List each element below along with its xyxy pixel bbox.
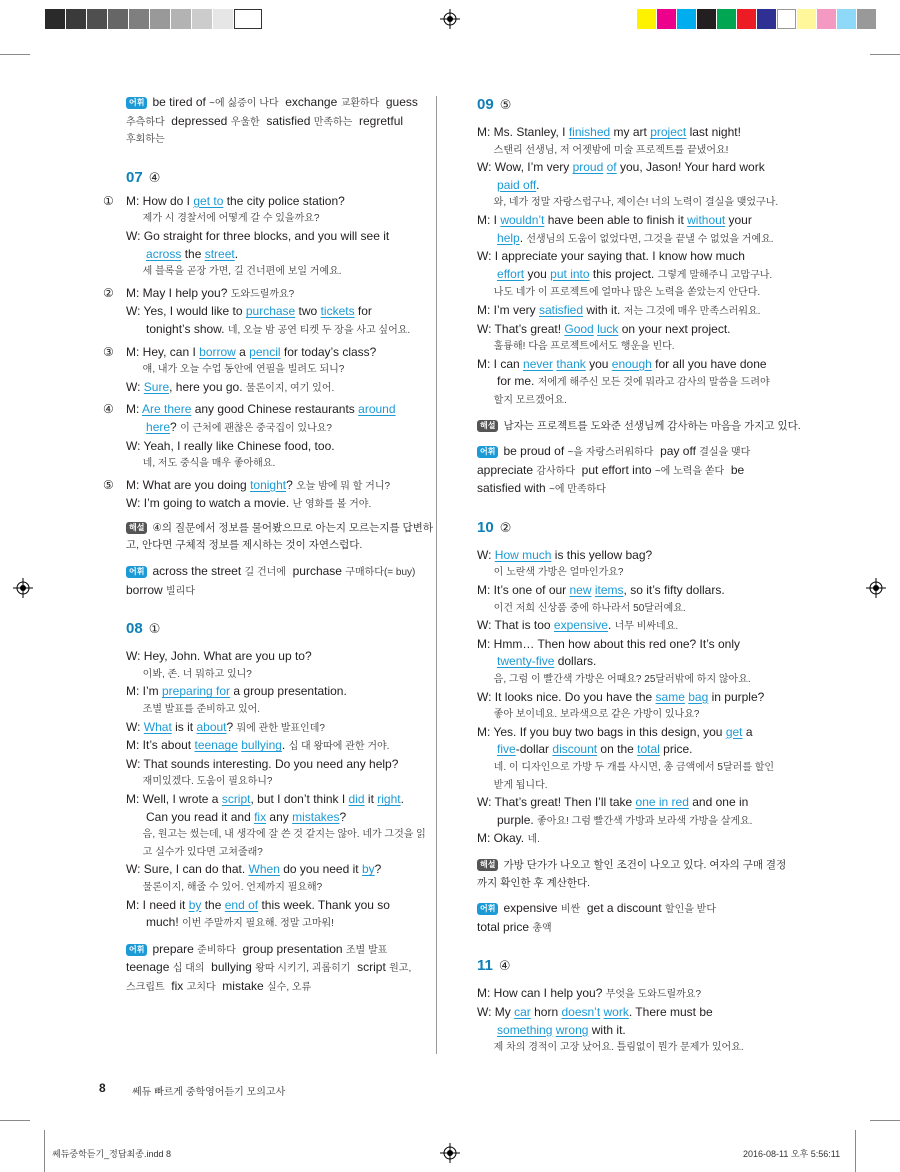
translation: 제가 시 경찰서에 어떻게 갈 수 있을까요? — [126, 213, 320, 225]
swatch — [129, 9, 149, 29]
dialogue-line: M: Ms. Stanley, I finished my art project last night! — [477, 125, 741, 139]
dialogue-line: W: That’s great! Good luck on your next project. — [477, 321, 731, 336]
dialogue-line: M: I’m very satisfied with it. 저는 그것에 매우 만족스러워요. — [477, 302, 761, 317]
dialogue-line: M: I can never thank you enough for all you have done — [477, 356, 767, 371]
translation: 나도 네가 이 프로젝트에 얼마나 많은 노력을 쏟았는지 안단다. — [477, 287, 761, 299]
page-number: 8 — [99, 1081, 106, 1095]
dialogue-line: W: Go straight for three blocks, and you will see it — [126, 228, 390, 243]
dialogue-line: ③ M: Hey, can I borrow a pencil for today’s class? — [103, 344, 377, 359]
vocab-note: borrow 빌리다 — [126, 582, 195, 597]
swatch — [171, 9, 191, 29]
crop-mark — [855, 1130, 856, 1172]
question-08: 08 ① — [126, 620, 161, 638]
print-date: 2016-08-11 오후 5:56:11 — [743, 1149, 841, 1159]
translation: 조별 발표를 준비하고 있어. — [126, 704, 261, 716]
vocab-note: 어휘 be proud of ~을 자랑스러워하다 pay off 결실을 맺다 — [477, 443, 777, 462]
swatch — [697, 9, 716, 29]
dialogue-line: M: Well, I wrote a script, but I don’t think I did it right. — [126, 792, 404, 806]
dialogue-line: M: Yes. If you buy two bags in this design, you get a — [477, 724, 753, 739]
swatch — [857, 9, 876, 29]
dialogue-line: M: Hmm… Then how about this red one? It’s only — [477, 636, 741, 651]
translation: 음, 그럼 이 빨간색 가방은 어때요? 25달러밖에 하지 않아요. — [477, 674, 751, 686]
swatch — [45, 9, 65, 29]
dialogue-line: M: I wouldn’t have been able to finish it without your — [477, 212, 752, 227]
registration-mark-icon — [13, 578, 33, 598]
swatch — [87, 9, 107, 29]
dialogue-line: help. 선생님의 도움이 없었다면, 그것을 끝낼 수 없었을 거예요. — [497, 230, 774, 245]
vocab-note: 스크립트 fix 고치다 mistake 실수, 오류 — [126, 978, 312, 993]
dialogue-line: W: What is it about? 뭐에 관한 발표인데? — [126, 719, 325, 734]
dialogue-line: ④ M: Are there any good Chinese restaurants around — [103, 402, 396, 417]
dialogue-line: W: Hey, John. What are you up to? — [126, 649, 312, 664]
dialogue-line: Can you read it and fix any mistakes? — [126, 809, 347, 824]
swatch — [717, 9, 736, 29]
explanation: 해설 ④의 질문에서 정보를 물어봤으므로 아는지 모르는지를 답변하 — [126, 520, 426, 538]
swatch — [234, 9, 262, 29]
dialogue-line: purple. 좋아요! 그럼 빨간색 가방과 보라색 가방을 살게요. — [477, 812, 753, 827]
crop-mark — [0, 54, 30, 55]
dialogue-line: five-dollar discount on the total price. — [497, 742, 693, 757]
question-11: 11 ④ — [477, 957, 511, 975]
dialogue-line: W: Sure, I can do that. When do you need it by? — [126, 862, 382, 877]
vocab-note: 어휘 expensive 비싼 get a discount 할인을 받다 — [477, 900, 777, 919]
dialogue-line: paid off. — [497, 177, 540, 192]
dialogue-line: W: That is too expensive. 너무 비싸네요. — [477, 618, 679, 633]
dialogue-line: tonight’s show. 네, 오늘 밤 공연 티켓 두 장을 사고 싶어요. — [126, 321, 411, 336]
vocab-note: 후회하는 — [126, 134, 165, 146]
vocab-note: 어휘 be tired of ~에 싫증이 나다 exchange 교환하다 guess — [126, 94, 426, 113]
swatch — [797, 9, 816, 29]
swatch — [757, 9, 776, 29]
translation: 재미있겠다. 도움이 필요하니? — [126, 776, 273, 788]
vocab-note: 어휘 across the street 길 건너에 purchase 구매하다(= buy) — [126, 563, 426, 582]
dialogue-line: ① M: How do I get to the city police station? — [103, 193, 345, 208]
dialogue-line: here? 이 근처에 괜찮은 중국집이 있나요? — [146, 419, 332, 434]
swatch — [637, 9, 656, 29]
vocab-note: 어휘 prepare 준비하다 group presentation 조별 발표 — [126, 941, 426, 960]
crop-mark — [870, 1120, 900, 1121]
crop-mark — [0, 1120, 30, 1121]
crop-mark — [870, 54, 900, 55]
vocab-note: appreciate 감사하다 put effort into ~에 노력을 쏟다 be — [477, 462, 745, 477]
dialogue-line: W: Yes, I would like to purchase two tickets for — [126, 304, 372, 319]
translation: 세 블록을 곧장 가면, 길 건너편에 보일 거예요. — [126, 266, 342, 278]
translation: 이 노란색 가방은 얼마인가요? — [477, 567, 624, 579]
dialogue-line: for me. 저에게 해주신 모든 것에 뭐라고 감사의 말씀을 드려야 — [477, 374, 770, 389]
dialogue-line: W: Sure, here you go. 물론이지, 여기 있어. — [126, 379, 335, 394]
translation: 이건 저희 신상품 중에 하나라서 50달러예요. — [477, 602, 686, 614]
translation: 할지 모르겠어요. — [477, 394, 567, 406]
dialogue-line: M: I need it by the end of this week. Thank you so — [126, 897, 390, 912]
swatch — [66, 9, 86, 29]
left-column — [103, 94, 433, 997]
registration-mark-icon — [440, 9, 460, 29]
vocab-note: teenage 십 대의 bullying 왕따 시키기, 괴롭히기 script 원고, — [126, 960, 412, 975]
vocab-note: total price 총액 — [477, 919, 552, 934]
translation: 좋아 보이네요. 보라색으로 같은 가방이 있나요? — [477, 709, 700, 721]
translation: 제 차의 경적이 고장 났어요. 틀림없이 뭔가 문제가 있어요. — [477, 1042, 744, 1054]
file-name: 쎄듀중학듣기_정답최종.indd 8 — [52, 1149, 171, 1159]
swatch — [737, 9, 756, 29]
vocab-note: 추측하다 depressed 우울한 satisfied 만족하는 regretful — [126, 113, 404, 128]
book-title: 쎄듀 빠르게 중학영어듣기 모의고사 — [132, 1087, 286, 1098]
translation: 스탠리 선생님, 저 어젯밤에 미술 프로젝트를 끝냈어요! — [477, 144, 729, 156]
explanation: 고, 안다면 구체적 정보를 제시하는 것이 자연스럽다. — [126, 539, 363, 552]
vocab-label: 어휘 — [126, 97, 147, 109]
swatch — [657, 9, 676, 29]
dialogue-line: W: It looks nice. Do you have the same bag in purple? — [477, 689, 765, 704]
dialogue-line: W: Wow, I’m very proud of you, Jason! Your hard work — [477, 160, 765, 175]
swatch — [677, 9, 696, 29]
translation: 물론이지, 해줄 수 있어. 언제까지 필요해? — [126, 881, 323, 893]
question-10: 10 ② — [477, 518, 512, 536]
swatch — [108, 9, 128, 29]
swatch — [817, 9, 836, 29]
crop-mark — [44, 1130, 45, 1172]
dialogue-line: W: That’s great! Then I’ll take one in red and one in — [477, 795, 749, 810]
translation: 음, 원고는 썼는데, 내 생각에 잘 쓴 것 같지는 않아. 네가 그것을 읽 — [126, 829, 426, 841]
translation: 훌륭해! 다음 프로젝트에서도 행운을 빈다. — [477, 341, 675, 353]
swatch — [837, 9, 856, 29]
dialogue-line: W: My car horn doesn’t work. There must be — [477, 1004, 713, 1019]
dialogue-line: W: Yeah, I really like Chinese food, too. — [126, 438, 335, 453]
column-divider — [436, 96, 437, 1054]
dialogue-line: effort you put into this project. 그렇게 말해주니 고맙구나. — [497, 266, 773, 281]
dialogue-line: W: I appreciate your saying that. I know how much — [477, 249, 745, 264]
swatch — [777, 9, 796, 29]
dialogue-line: across the street. — [146, 246, 239, 261]
dialogue-line: M: I’m preparing for a group presentation. — [126, 684, 347, 699]
dialogue-line: W: How much is this yellow bag? — [477, 547, 653, 562]
question-07: 07 ④ — [126, 168, 161, 186]
dialogue-line: twenty-five dollars. — [497, 654, 597, 669]
explanation: 까지 확인한 후 계산한다. — [477, 876, 591, 889]
vocab-note: satisfied with ~에 만족하다 — [477, 481, 606, 496]
explanation: 해설 가방 단가가 나오고 할인 조건이 나오고 있다. 여자의 구매 결정 — [477, 857, 777, 875]
dialogue-line: M: Okay. 네. — [477, 831, 540, 846]
registration-mark-icon — [440, 1143, 460, 1163]
swatch — [192, 9, 212, 29]
dialogue-line: ② M: May I help you? 도와드릴까요? — [103, 285, 295, 300]
translation: 고 실수가 있다면 고쳐줄래? — [126, 846, 263, 858]
dialogue-line: W: That sounds interesting. Do you need any help? — [126, 756, 399, 771]
swatch — [150, 9, 170, 29]
question-09: 09 ⑤ — [477, 96, 512, 113]
dialogue-line: W: I’m going to watch a movie. 난 영화를 볼 거야. — [126, 496, 372, 511]
dialogue-line: M: How can I help you? 무엇을 도와드릴까요? — [477, 986, 702, 1001]
dialogue-line: M: It’s one of our new items, so it’s fifty dollars. — [477, 583, 725, 598]
translation: 네, 저도 중식을 매우 좋아해요. — [126, 458, 276, 470]
registration-mark-icon — [866, 578, 886, 598]
right-column — [477, 94, 801, 1057]
translation: 받게 됩니다. — [477, 779, 548, 791]
dialogue-line: much! 이번 주말까지 필요해. 정말 고마워! — [126, 915, 334, 930]
swatch — [213, 9, 233, 29]
dialogue-line: something wrong with it. — [497, 1022, 626, 1037]
dialogue-line: M: It’s about teenage bullying. 십 대 왕따에 관한 거야. — [126, 738, 390, 753]
dialogue-line: ⑤ M: What are you doing tonight? 오늘 밤에 뭐 할 거니? — [103, 477, 391, 492]
translation: 네. 이 디자인으로 가방 두 개를 사시면, 총 금액에서 5달러를 할인 — [477, 762, 775, 773]
explanation: 해설 남자는 프로젝트를 도와준 선생님께 감사하는 마음을 가지고 있다. — [477, 418, 777, 436]
translation: 얘, 내가 오늘 수업 동안에 연필을 빌려도 되니? — [126, 364, 345, 376]
translation: 와, 네가 정말 자랑스럽구나, 제이슨! 너의 노력이 결실을 맺었구나. — [477, 197, 779, 209]
translation: 이봐, 존. 너 뭐하고 있니? — [126, 668, 252, 680]
